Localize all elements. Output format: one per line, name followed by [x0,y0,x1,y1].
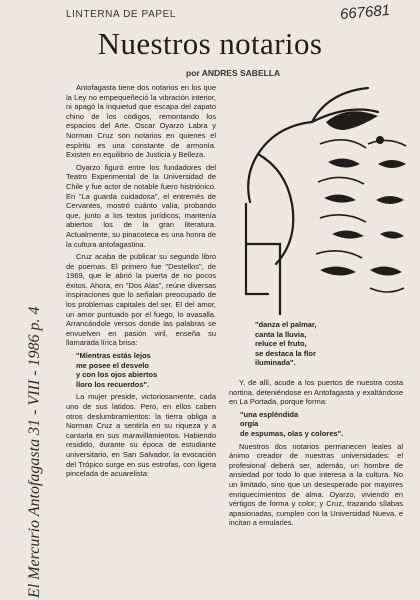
poem-quote-left [66,351,216,389]
poem-line: reluce el fruto, [255,339,307,349]
poem-line: se destaca la flor [255,348,316,358]
byline: por ANDRES SABELLA [186,68,281,78]
poem-line: "Mientras estás lejos [76,351,151,361]
left-column [66,83,216,482]
poem-line: lloro los recuerdos". [76,379,150,389]
handwritten-margin-note: El Mercurio Antofagasta 31 - VIII - 1986 p. 4 [26,306,43,598]
paragraph-cruz: Cruz acaba de publicar su segundo libro de poemas. El primero fue "Destellos", de 1969, que le abrió la puerta de no pocos éxitos. Ahora, en "Dos Alas", reúne diversas inspiraciones que lo señalan preocupado de los problemas capitales del ser. El del amor, un amor puntuado por el fuego, lo avasalla. Arrancándole versos donde las palabras se envuelven en pasión viril, enseña su llamarada lírica brisa: [66,252,216,348]
article-title: Nuestros notarios [97,26,323,61]
paragraph-intro: Antofagasta tiene dos notarios en los que la Ley no empequeñeció la vibración interior, ni apagó la inquietud que escapa del zapato chino de los códigos, remontando los espacios del Arte. Oscar Oyarzo Labra y Norman Cruz son notarios en quienes el espíritu es una constante de armonía. Existen en equilibrio de Justicia y Belleza. [66,83,216,160]
poem-line: de espumas, olas y colores". [240,428,344,438]
poem-line: canta la lluvia, [255,329,307,339]
poem-line: "una espléndida [240,409,299,419]
poem-line: "danza el palmar, [255,320,317,329]
right-column [229,378,403,531]
poem-line: orgía [240,419,259,429]
poem-quote-right [240,410,403,439]
poem-line: y con los ojos abiertos [76,370,158,380]
paragraph-tropico: La mujer preside, victoriosamente, cada uno de sus latidos. Pero, en ellos caben otros deslumbramientos: la tierra obliga a Norman Cruz a sentirla en su riqueza y a cantarla en sus maravillamientos. Habiendo residido, durante su época de estudiante universitario, en San Salvador, la evocación del Trópico surge en sus estrofas, con ligera pincelada de acuarelista: [66,392,216,479]
poem-line: me posee el desvelo [76,360,149,370]
archive-number: 667681 [339,1,391,24]
poem-line: iluminada". [255,358,296,368]
paragraph-oyarzo: Oyarzo figuró entre los fundadores del Teatro Experimental de la Universidad de Chile y fue actor de notable fuero histriónico. En "La guarda cuidadosa", el entremés de Cervantes, mostró cuánto valía, probando que, junto a los textos jurídicos, mantenía abiertos los de la gran literatura. Actualmente, su pinacoteca es una honra de la cultura antofagastina. [66,162,216,249]
paragraph-conclusion: Nuestros dos notarios permanecen leales al ánimo creador de nuestras universidades: el profesional deberá ser, además, un hombre de ansiedad por todo lo que interesa a la cultura. No un limitado, sino que un desesperado por mayores enriquecimientos de alma. Oyarzo, viviendo en vértigos de forma y color; y Cruz, trazando sílabas apasionadas, cumplen con la Universidad Nueva, e incitan a emularles. [229,441,403,528]
section-label: LINTERNA DE PAPEL [66,9,177,20]
poem-quote-middle [255,320,395,368]
paragraph-portada: Y, de allí, acude a los puertos de nuestra costa nortina, deteniéndose en Antofagasta y exaltándose en La Portada, porque forma: [229,378,403,407]
faces-illustration [228,84,410,316]
